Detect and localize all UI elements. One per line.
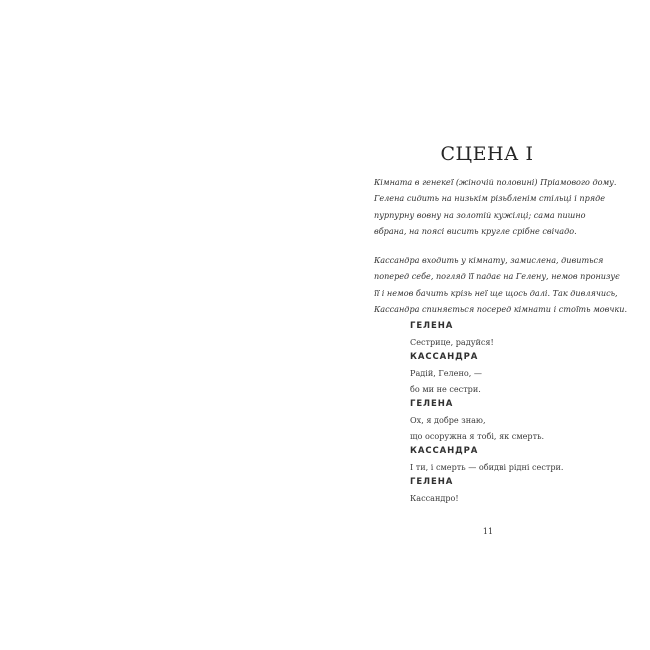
speaker-name: ГЕЛЕНА xyxy=(410,321,454,331)
stage-direction-line: пурпурну вовну на золотій кужілці; сама пишно xyxy=(374,209,586,220)
speech xyxy=(410,350,610,397)
stage-direction-1 xyxy=(374,174,617,239)
stage-direction-line: Кімната в генекеї (жіночій половині) Пріамового дому. xyxy=(374,177,617,187)
stage-direction-2 xyxy=(374,252,628,317)
speaker-name: КАССАНДРА xyxy=(410,352,479,362)
stage-direction-line: поперед себе, погляд її падає на Гелену, немов пронизує xyxy=(374,271,620,282)
speech xyxy=(410,475,610,506)
stage-direction-line: її і немов бачить крізь неї ще щось далі. Так дивлячись, xyxy=(374,287,618,298)
stage-direction-line: вбрана, на поясі висить кругле срібне свічадо. xyxy=(374,225,577,236)
speech xyxy=(410,319,610,350)
verse-line: Радій, Гелено, — xyxy=(410,368,482,378)
speaker-name: ГЕЛЕНА xyxy=(410,399,454,409)
speech xyxy=(410,444,610,475)
verse-line: Сестрице, радуйся! xyxy=(410,337,494,347)
verse-line: І ти, і смерть — обидві рідні сестри. xyxy=(410,462,564,472)
stage-direction-line: Кассандра спиняється посеред кімнати і стоїть мовчки. xyxy=(374,303,628,314)
dialogue xyxy=(410,319,610,506)
verse-line: Кассандро! xyxy=(410,493,459,503)
verse-line: Ох, я добре знаю, xyxy=(410,415,486,425)
speaker-name: КАССАНДРА xyxy=(410,446,479,456)
speech xyxy=(410,397,610,444)
stage-direction-line: Гелена сидить на низькім різьбленім стільці і пряде xyxy=(374,193,606,204)
verse-line: бо ми не сестри. xyxy=(410,384,481,394)
speaker-name: ГЕЛЕНА xyxy=(410,477,454,487)
stage-direction-line: Кассандра входить у кімнату, замислена, дивиться xyxy=(374,255,604,265)
verse-line: що осоружна я тобі, як смерть. xyxy=(410,431,545,441)
scene-title: СЦЕНА I xyxy=(440,143,534,165)
page-number: 11 xyxy=(482,527,494,536)
